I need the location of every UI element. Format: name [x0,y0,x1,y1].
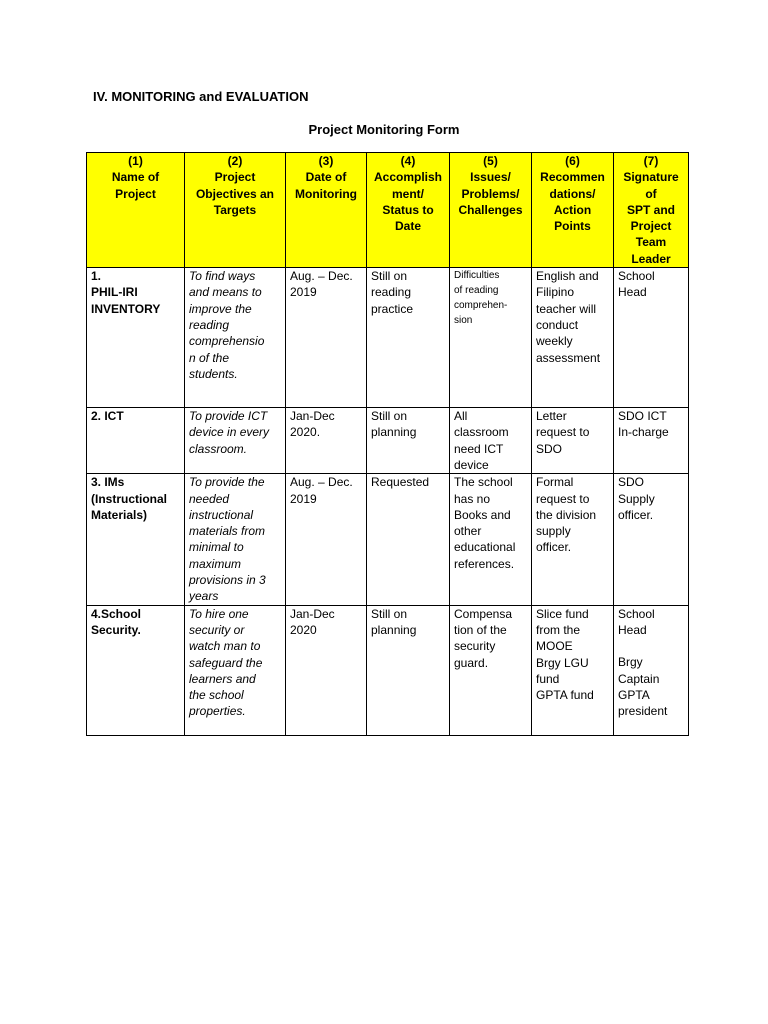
recommendations-cell: Formal request to the division supply officer. [532,474,614,605]
recommendations-cell: Slice fund from the MOOE Brgy LGU fund GPTA fund [532,605,614,735]
table-row [87,605,689,735]
table-row [87,474,689,605]
signature-cell: School Head [614,268,689,408]
table-row [87,408,689,474]
recommendations-cell: Letter request to SDO [532,408,614,474]
signature-cell: SDO Supply officer. [614,474,689,605]
issues-cell: Difficulties of reading comprehen- sion [450,268,532,408]
issues-cell: All classroom need ICT device [450,408,532,474]
status-cell: Still on planning [367,605,450,735]
issues-cell: Compensa tion of the security guard. [450,605,532,735]
objective-cell: To provide the needed instructional materials from minimal to maximum provisions in 3 years [185,474,286,605]
header-row [87,153,689,268]
form-title: Project Monitoring Form [308,122,460,137]
date-cell: Jan-Dec 2020. [286,408,367,474]
date-cell: Aug. – Dec. 2019 [286,268,367,408]
recommendations-cell: English and Filipino teacher will conduct weekly assessment [532,268,614,408]
project-name-cell: 2. ICT [87,408,185,474]
header-signature: (7) Signature of SPT and Project Team Leader [614,153,689,268]
header-recommendations: (6) Recommen dations/ Action Points [532,153,614,268]
header-objectives: (2) Project Objectives an Targets [185,153,286,268]
issues-cell: The school has no Books and other educational references. [450,474,532,605]
section-title: IV. MONITORING and EVALUATION [93,89,309,104]
project-name-cell: 1. PHIL-IRI INVENTORY [87,268,185,408]
date-cell: Jan-Dec 2020 [286,605,367,735]
status-cell: Still on planning [367,408,450,474]
objective-cell: To hire one security or watch man to safeguard the learners and the school properties. [185,605,286,735]
table-row [87,268,689,408]
header-date-of-monitoring: (3) Date of Monitoring [286,153,367,268]
signature-cell: School Head Brgy Captain GPTA president [614,605,689,735]
project-monitoring-table [86,152,689,736]
header-issues-problems: (5) Issues/ Problems/ Challenges [450,153,532,268]
signature-cell: SDO ICT In-charge [614,408,689,474]
project-name-cell: 4.School Security. [87,605,185,735]
status-cell: Still on reading practice [367,268,450,408]
date-cell: Aug. – Dec. 2019 [286,474,367,605]
header-name-of-project: (1) Name of Project [87,153,185,268]
objective-cell: To find ways and means to improve the reading comprehensio n of the students. [185,268,286,408]
status-cell: Requested [367,474,450,605]
objective-cell: To provide ICT device in every classroom. [185,408,286,474]
project-name-cell: 3. IMs (Instructional Materials) [87,474,185,605]
header-accomplishment-status: (4) Accomplish ment/ Status to Date [367,153,450,268]
